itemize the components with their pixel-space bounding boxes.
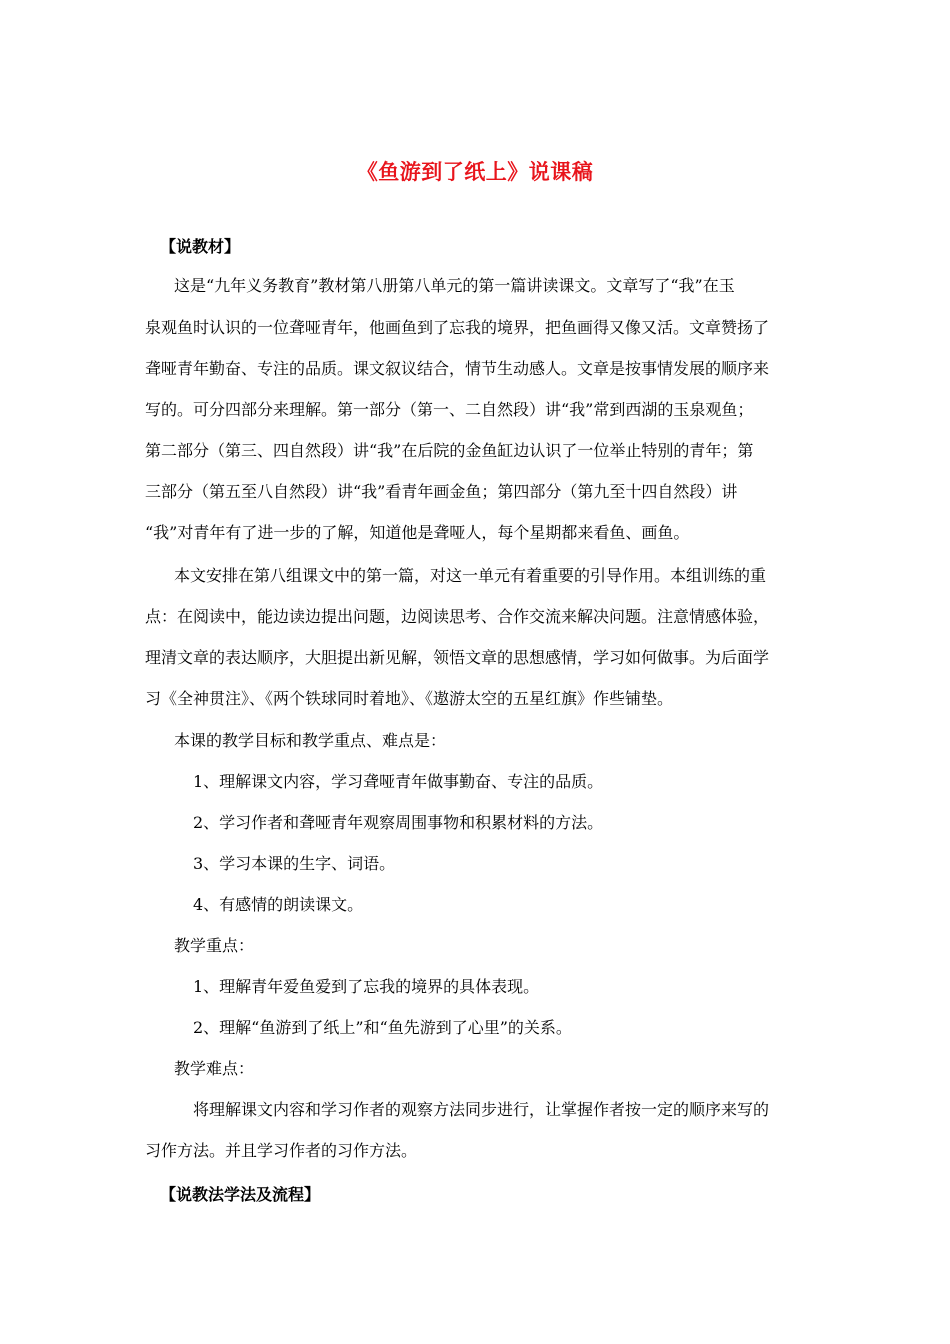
difficulty-label: 教学难点：: [174, 1059, 255, 1078]
key-point-item: 2、理解“鱼游到了纸上”和“鱼先游到了心里”的关系。: [193, 1018, 572, 1037]
key-points-label: 教学重点：: [174, 936, 255, 955]
paragraph-line: 写的。可分四部分来理解。第一部分（第一、二自然段）讲“我”常到西湖的玉泉观鱼；: [145, 400, 754, 419]
paragraph-line: 聋哑青年勤奋、专注的品质。课文叙议结合，情节生动感人。文章是按事情发展的顺序来: [145, 359, 770, 378]
paragraph-line: 点：在阅读中，能边读边提出问题，边阅读思考、合作交流来解决问题。注意情感体验，: [145, 607, 770, 626]
goal-item: 1、理解课文内容，学习聋哑青年做事勤奋、专注的品质。: [193, 772, 604, 791]
paragraph-line: 这是“九年义务教育”教材第八册第八单元的第一篇讲读课文。文章写了“我”在玉: [174, 276, 735, 295]
paragraph-line: 理清文章的表达顺序，大胆提出新见解，领悟文章的思想感情，学习如何做事。为后面学: [145, 648, 770, 667]
paragraph-line: 习《全神贯注》、《两个铁球同时着地》、《遨游太空的五星红旗》作些铺垫。: [145, 689, 674, 708]
section-heading-textbook: 【说教材】: [160, 237, 241, 256]
difficulty-line: 将理解课文内容和学习作者的观察方法同步进行，让掌握作者按一定的顺序来写的: [193, 1100, 770, 1119]
goal-item: 3、学习本课的生字、词语。: [193, 854, 396, 873]
paragraph-line: 三部分（第五至八自然段）讲“我”看青年画金鱼；第四部分（第九至十四自然段）讲: [145, 482, 738, 501]
goals-intro: 本课的教学目标和教学重点、难点是：: [174, 731, 447, 750]
key-point-item: 1、理解青年爱鱼爱到了忘我的境界的具体表现。: [193, 977, 540, 996]
paragraph-line: “我”对青年有了进一步的了解，知道他是聋哑人，每个星期都来看鱼、画鱼。: [145, 523, 690, 542]
document-title: 《鱼游到了纸上》说课稿: [356, 160, 594, 184]
goal-item: 4、有感情的朗读课文。: [193, 895, 364, 914]
paragraph-line: 本文安排在第八组课文中的第一篇，对这一单元有着重要的引导作用。本组训练的重: [174, 566, 767, 585]
difficulty-line: 习作方法。并且学习作者的习作方法。: [145, 1141, 418, 1160]
paragraph-line: 泉观鱼时认识的一位聋哑青年，他画鱼到了忘我的境界，把鱼画得又像又活。文章赞扬了: [145, 318, 770, 337]
goal-item: 2、学习作者和聋哑青年观察周围事物和积累材料的方法。: [193, 813, 604, 832]
section-heading-methods: 【说教法学法及流程】: [160, 1185, 321, 1204]
paragraph-line: 第二部分（第三、四自然段）讲“我”在后院的金鱼缸边认识了一位举止特别的青年；第: [145, 441, 754, 460]
